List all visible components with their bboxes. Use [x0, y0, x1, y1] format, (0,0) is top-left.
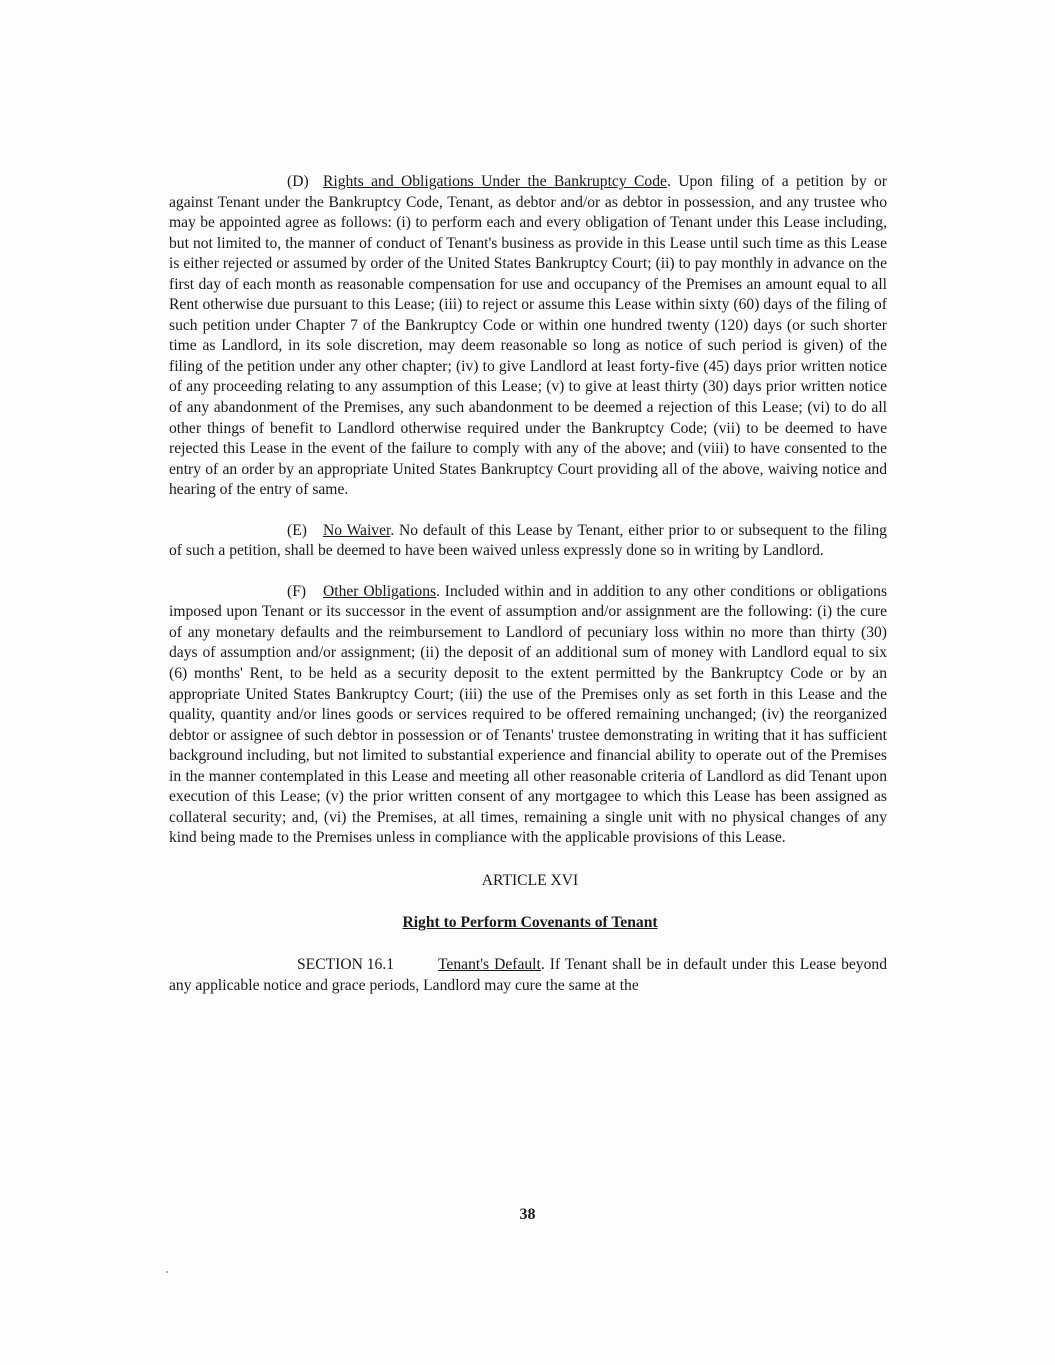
paragraph-d — [169, 172, 887, 501]
scan-speck — [166, 1271, 168, 1273]
paragraph-d-body: . Upon filing of a petition by or against Tenant under the Bankruptcy Code, Tenant, as debtor and/or as debtor in possession, and any trustee who may be appointed agree as follows: (i) to perform each and every obligation of Tenant under this Lease including, but not limited to, the manner of conduct of Tenant's business as provide in this Lease until such time as this Lease is either rejected or assumed by order of the United States Bankruptcy Court; (ii) to pay monthly in advance on the first day of each month as reasonable compensation for use and occupancy of the Premises an amount equal to all Rent otherwise due pursuant to this Lease; (iii) to reject or assume this Lease within sixty (60) days of the filing of such petition under Chapter 7 of the Bankruptcy Code or within one hundred twenty (120) days (or such shorter time as Landlord, in its sole discretion, may deem reasonable so long as notice of such period is given) of the filing of the petition under any other chapter; (iv) to give Landlord at least forty-five (45) days prior written notice of any proceeding relating to any assumption of this Lease; (v) to give at least thirty (30) days prior written notice of any abandonment of the Premises, any such abandonment to be deemed a rejection of this Lease; (vi) to do all other things of benefit to Landlord otherwise required under the Bankruptcy Code; (vii) to be deemed to have rejected this Lease in the event of the failure to comply with any of the above; and (viii) to have consented to the entry of an order by an appropriate United States Bankruptcy Court providing all of the above, waiving notice and hearing of the entry of same. — [169, 173, 888, 499]
section-16-1-label: SECTION 16.1 — [297, 955, 395, 973]
article-heading: ARTICLE XVI — [481, 871, 579, 889]
paragraph-e — [169, 521, 887, 562]
page-content — [169, 172, 887, 996]
article-subheading: Right to Perform Covenants of Tenant — [402, 913, 658, 931]
paragraph-f-title: Other Obligations — [323, 582, 437, 600]
section-16-1-title: Tenant's Default — [438, 955, 541, 973]
page-number: 38 — [519, 1206, 536, 1223]
paragraph-e-title: No Waiver — [323, 521, 391, 539]
paragraph-f-body: . Included within and in addition to any other conditions or obligations imposed upon Tenant or its successor in the event of assumption and/or assignment are the following: (i) the cure of any monetary defaults and the reimbursement to Landlord of pecuniary loss within no more than thirty (30) days of assumption and/or assignment; (ii) the deposit of an additional sum of money with Landlord equal to six (6) months' Rent, to be held as a security deposit to the extent permitted by the Bankruptcy Code or by an appropriate United States Bankruptcy Court; (iii) the use of the Premises only as set forth in this Lease and the quality, quantity and/or lines goods or services required to be offered remaining unchanged; (iv) the reorganized debtor or assignee of such debtor in possession or of Tenants' trustee demonstrating in writing that it has sufficient background including, but not limited to substantial experience and financial ability to operate out of the Premises in the manner contemplated in this Lease and meeting all other reasonable criteria of Landlord as did Tenant upon execution of this Lease; (v) the prior written consent of any mortgagee to which this Lease has been assigned as collateral security; and, (vi) the Premises, at all times, remaining a single unit with no physical changes of any kind being made to the Premises unless in compliance with the applicable provisions of this Lease. — [169, 582, 888, 847]
paragraph-d-title: Rights and Obligations Under the Bankruptcy Code — [323, 173, 667, 190]
paragraph-d-label: (D) — [287, 173, 309, 190]
paragraph-f — [169, 582, 887, 849]
section-16-1-paragraph — [169, 955, 887, 996]
section-16-1-body: . If Tenant shall be in default under this Lease beyond any applicable notice and grace periods, Landlord may cure the same at the — [169, 955, 887, 994]
paragraph-e-body: . No default of this Lease by Tenant, either prior to or subsequent to the filing of such a petition, shall be deemed to have been waived unless expressly done so in writing by Landlord. — [169, 521, 887, 560]
paragraph-e-label: (E) — [287, 521, 307, 539]
paragraph-f-label: (F) — [287, 582, 307, 600]
